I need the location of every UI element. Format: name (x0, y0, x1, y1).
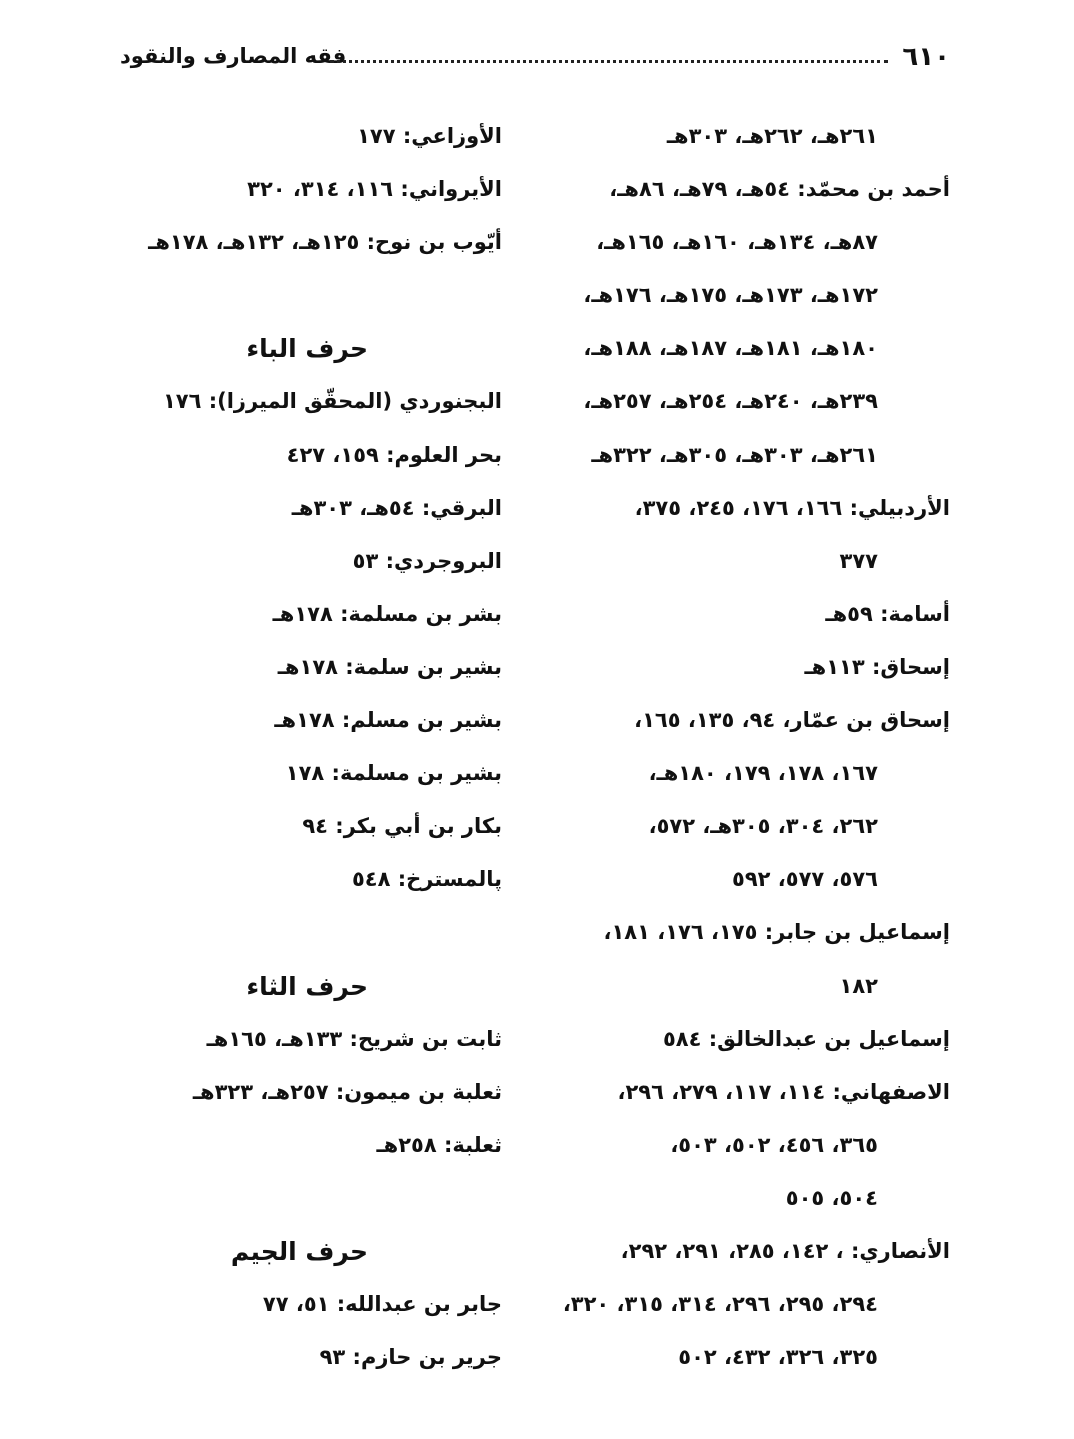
index-entry: ثعلبة بن ميمون: ٢٥٧هـ، ٣٢٣هـ (192, 1079, 502, 1104)
index-entry: إسماعيل بن عبدالخالق: ٥٨٤ (662, 1026, 950, 1051)
index-entry: الأردبيلي: ١٦٦، ١٧٦، ٢٤٥، ٣٧٥، (634, 495, 950, 520)
index-entry: أسامة: ٥٩هـ (825, 601, 950, 626)
index-entry: البروجردي: ٥٣ (352, 548, 502, 573)
index-entry: أحمد بن محمّد: ٥٤هـ، ٧٩هـ، ٨٦هـ، (609, 177, 950, 202)
index-entry: جابر بن عبدالله: ٥١، ٧٧ (262, 1292, 502, 1317)
section-spacer (142, 906, 502, 959)
section-spacer (142, 1172, 502, 1225)
index-entry: بكار بن أبي بكر: ٩٤ (302, 814, 502, 839)
index-entry-continuation: ١٨٠هـ، ١٨١هـ، ١٨٧هـ، ١٨٨هـ، (583, 336, 878, 361)
header-dotted-rule (330, 48, 888, 63)
index-entry: الاصفهاني: ١١٤، ١١٧، ٢٧٩، ٢٩٦، (617, 1079, 950, 1104)
index-entry: بشر بن مسلمة: ١٧٨هـ (272, 601, 502, 626)
index-entry-continuation: ٢٦٢، ٣٠٤، ٣٠٥هـ، ٥٧٢، (648, 814, 878, 839)
index-entry-continuation: ١٨٢ (839, 973, 878, 998)
index-entry: بشير بن مسلمة: ١٧٨ (285, 761, 502, 786)
index-entry: أيّوب بن نوح: ١٢٥هـ، ١٣٢هـ، ١٧٨هـ (148, 230, 502, 255)
index-entry: الأوزاعي: ١٧٧ (357, 124, 502, 148)
index-entry-continuation: ٥٠٤، ٥٠٥ (785, 1185, 878, 1210)
index-entry-continuation: ١٦٧، ١٧٨، ١٧٩، ١٨٠هـ، (648, 761, 878, 786)
index-entry: الأيرواني: ١١٦، ٣١٤، ٣٢٠ (247, 177, 502, 202)
section-spacer (142, 269, 502, 322)
index-entry: بشير بن مسلم: ١٧٨هـ (274, 708, 502, 733)
index-entry: ثابت بن شريح: ١٣٣هـ، ١٦٥هـ (206, 1026, 502, 1051)
index-entry-continuation: ٣٢٥، ٣٢٦، ٤٣٢، ٥٠٢ (678, 1345, 878, 1370)
index-entry-continuation: ١٧٢هـ، ١٧٣هـ، ١٧٥هـ، ١٧٦هـ، (583, 283, 878, 308)
index-entry: پالمسترخ: ٥٤٨ (351, 867, 502, 892)
section-heading: حرف الجيم (230, 1236, 368, 1266)
index-entry: إسحاق: ١١٣هـ (804, 654, 950, 679)
index-entry: بشير بن سلمة: ١٧٨هـ (277, 654, 502, 679)
index-entry: إسماعيل بن جابر: ١٧٥، ١٧٦، ١٨١، (603, 920, 950, 945)
book-title: فقه المصارف والنقود (120, 44, 347, 68)
index-column-left (142, 110, 502, 1384)
index-entry: الأنصاري: ، ١٤٢، ٢٨٥، ٢٩١، ٢٩٢، (620, 1238, 950, 1263)
index-entry: إسحاق بن عمّار، ٩٤، ١٣٥، ١٦٥، (634, 708, 950, 733)
page-number: ٦١٠ (902, 42, 950, 72)
index-entry-continuation: ٢٦١هـ، ٣٠٣هـ، ٣٠٥هـ، ٣٢٢هـ (591, 442, 878, 467)
index-entry-continuation: ٢٩٤، ٢٩٥، ٢٩٦، ٣١٤، ٣١٥، ٣٢٠، (562, 1292, 878, 1317)
page-header (120, 42, 950, 82)
index-entry: جرير بن حازم: ٩٣ (319, 1345, 502, 1370)
section-heading: حرف الثاء (246, 971, 368, 1001)
index-entry: البرقي: ٥٤هـ، ٣٠٣هـ (291, 495, 502, 520)
index-entry: ثعلبة: ٢٥٨هـ (376, 1132, 502, 1157)
index-entry-continuation: ٢٦١هـ، ٢٦٢هـ، ٣٠٣هـ (666, 124, 878, 148)
index-entry-continuation: ٨٧هـ، ١٣٤هـ، ١٦٠هـ، ١٦٥هـ، (596, 230, 878, 255)
index-entry-continuation: ٢٣٩هـ، ٢٤٠هـ، ٢٥٤هـ، ٢٥٧هـ، (583, 389, 878, 414)
index-column-right (550, 110, 950, 1384)
index-entry-continuation: ٣٦٥، ٤٥٦، ٥٠٢، ٥٠٣، (670, 1132, 878, 1157)
index-entry-continuation: ٥٧٦، ٥٧٧، ٥٩٢ (732, 867, 878, 892)
index-entry: بحر العلوم: ١٥٩، ٤٢٧ (286, 442, 502, 467)
index-entry: البجنوردي (المحقّق الميرزا): ١٧٦ (162, 389, 502, 414)
section-heading: حرف الباء (246, 334, 368, 364)
index-entry-continuation: ٣٧٧ (839, 548, 878, 573)
